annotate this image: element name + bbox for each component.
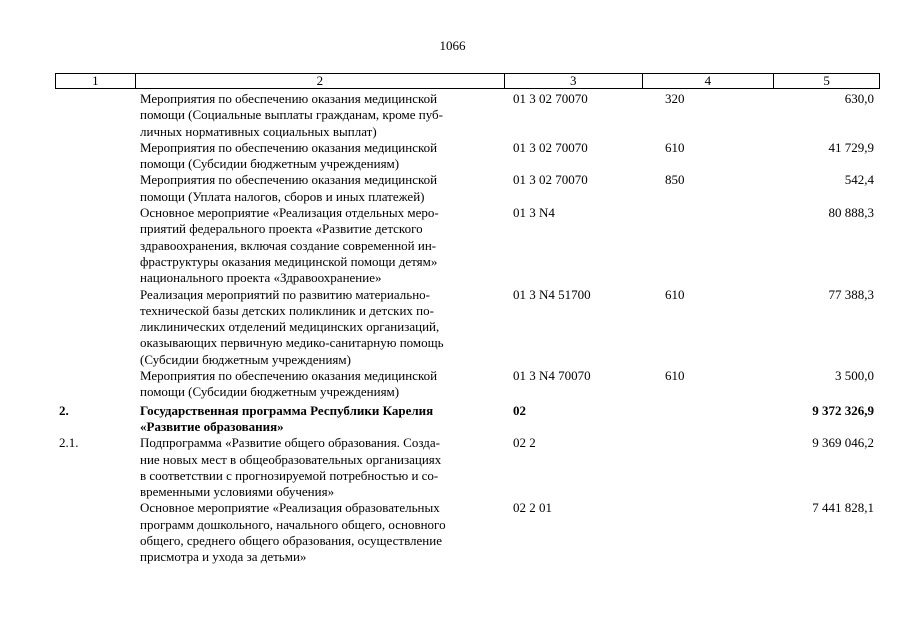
row-number	[55, 368, 135, 401]
row-number	[55, 500, 135, 565]
table-row	[55, 500, 880, 565]
table-body	[55, 91, 880, 566]
row-expense-type	[643, 500, 775, 565]
row-expense-type	[643, 403, 775, 436]
row-code: 01 3 02 70070	[513, 91, 588, 106]
row-amount: 80 888,3	[828, 205, 874, 221]
table-row	[55, 205, 880, 286]
row-amount: 630,0	[844, 91, 874, 106]
column-header-1: 1	[56, 74, 136, 88]
table-row	[55, 140, 880, 173]
row-expense-type: 320	[665, 91, 685, 106]
row-code: 02 2 01	[513, 500, 552, 516]
row-number: 2.	[59, 402, 69, 418]
table-row	[55, 172, 880, 205]
row-expense-type: 610	[665, 139, 685, 155]
row-name: Реализация мероприятий по развитию материально- технической базы детских поликлиник и детских по- ликлинических отделений медицинских организаций, оказывающих первичную медико-санитарную помощь (Субсидии бюджетным учреждениям)	[140, 286, 444, 367]
row-number	[55, 140, 135, 173]
row-expense-type	[643, 435, 775, 500]
table-row	[55, 91, 880, 140]
row-amount: 77 388,3	[828, 286, 874, 302]
row-name: Государственная программа Республики Карелия «Развитие образования»	[140, 402, 434, 434]
row-code: 01 3 02 70070	[513, 172, 588, 188]
row-amount: 7 441 828,1	[812, 500, 874, 516]
table-row	[55, 287, 880, 368]
row-name: Основное мероприятие «Реализация образовательных программ дошкольного, начального общего, основного общего, среднего общего образования, осуществление присмотра и ухода за детьми»	[140, 500, 446, 565]
row-code: 02	[513, 402, 526, 418]
row-expense-type	[643, 205, 775, 286]
row-number	[55, 91, 135, 140]
table-row	[55, 403, 880, 436]
row-name: Мероприятия по обеспечению оказания медицинской помощи (Социальные выплаты гражданам, кроме пуб- личных нормативных социальных выплат)	[140, 91, 443, 139]
row-expense-type: 610	[665, 368, 685, 384]
page-number: 1066	[439, 38, 466, 53]
table-row	[55, 368, 880, 401]
row-code: 01 3 02 70070	[513, 139, 588, 155]
row-name: Подпрограмма «Развитие общего образования. Созда- ние новых мест в общеобразовательных организациях в соответствии с прогнозируемой потребностью и со- временными условиями обучения»	[140, 435, 442, 500]
row-number	[55, 287, 135, 368]
row-amount: 542,4	[844, 172, 874, 188]
row-number: 2.1.	[59, 435, 79, 451]
row-code: 01 3 N4 70070	[513, 368, 591, 384]
column-header-3: 3	[505, 74, 643, 88]
row-expense-type: 850	[665, 172, 685, 188]
table-header	[55, 73, 880, 89]
row-code: 01 3 N4 51700	[513, 286, 591, 302]
row-number	[55, 172, 135, 205]
row-code: 02 2	[513, 435, 536, 451]
row-amount: 9 372 326,9	[812, 402, 874, 418]
row-name: Мероприятия по обеспечению оказания медицинской помощи (Уплата налогов, сборов и иных платежей)	[140, 172, 438, 204]
row-amount: 41 729,9	[828, 139, 874, 155]
row-expense-type: 610	[665, 286, 685, 302]
row-number	[55, 205, 135, 286]
row-amount: 9 369 046,2	[812, 435, 874, 451]
column-header-2: 2	[136, 74, 505, 88]
column-header-4: 4	[643, 74, 775, 88]
column-header-5: 5	[823, 73, 830, 88]
row-name: Мероприятия по обеспечению оказания медицинской помощи (Субсидии бюджетным учреждениям)	[140, 139, 438, 172]
row-amount: 3 500,0	[835, 368, 874, 384]
row-code: 01 3 N4	[513, 205, 555, 221]
table-row	[55, 435, 880, 500]
row-name: Основное мероприятие «Реализация отдельных меро- приятий федерального проекта «Развитие детского здравоохранения, включая создание современной ин- фраструктуры оказания медицинской помощи детям» национального проекта «Здравоохранение»	[140, 205, 439, 286]
row-name: Мероприятия по обеспечению оказания медицинской помощи (Субсидии бюджетным учреждениям)	[140, 368, 438, 400]
